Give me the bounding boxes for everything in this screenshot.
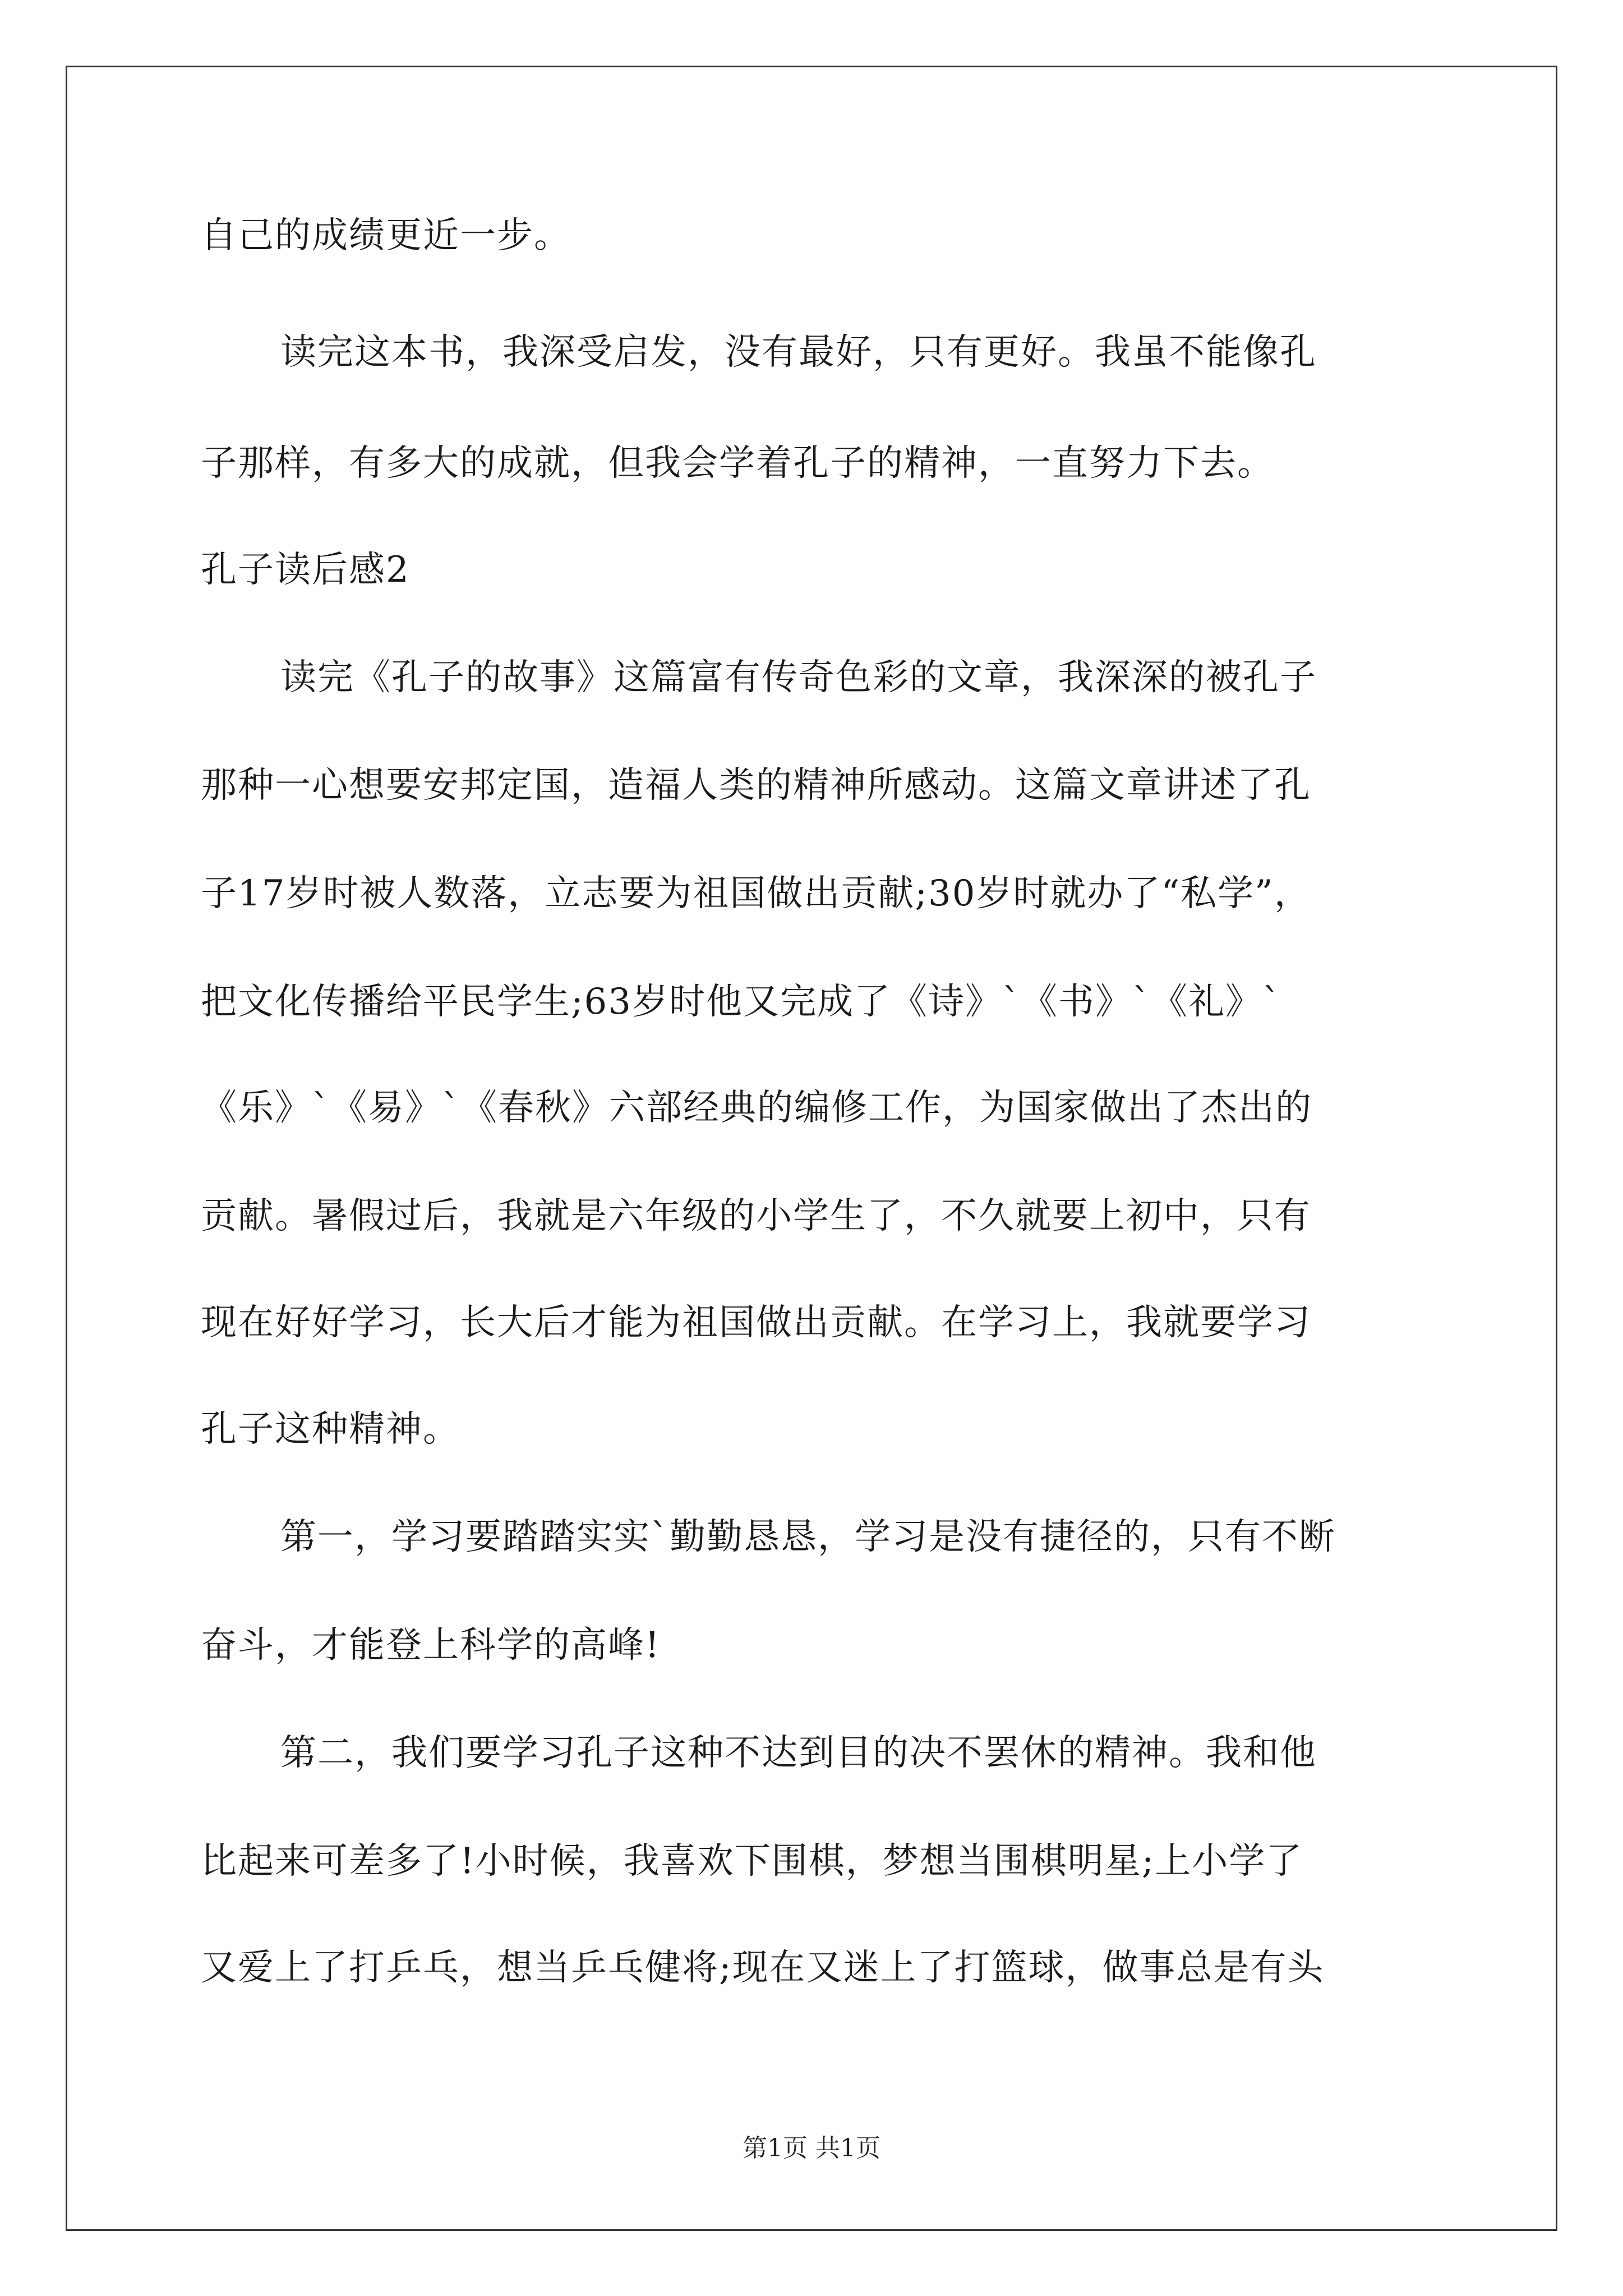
text-line: 现在好好学习，长大后才能为祖国做出贡献。在学习上，我就要学习: [201, 1302, 1311, 1343]
page-frame: [66, 66, 1557, 2231]
text-line: 把文化传播给平民学生;63岁时他又完成了《诗》`《书》`《礼》`: [201, 981, 1281, 1023]
text-line: 又爱上了打乒乓，想当乒乓健将;现在又迷上了打篮球，做事总是有头: [201, 1947, 1325, 1989]
page-footer: 第1页 共1页: [743, 2134, 880, 2162]
text-line: 那种一心想要安邦定国，造福人类的精神所感动。这篇文章讲述了孔: [201, 765, 1311, 806]
text-line: 子那样，有多大的成就，但我会学着孔子的精神，一直努力下去。: [201, 443, 1274, 484]
text-line: 读完这本书，我深受启发，没有最好，只有更好。我虽不能像孔: [280, 332, 1317, 373]
section-heading: 孔子读后感2: [201, 549, 410, 591]
text-line: 《乐》`《易》`《春秋》六部经典的编修工作，为国家做出了杰出的: [201, 1087, 1312, 1129]
text-line: 子17岁时被人数落，立志要为祖国做出贡献;30岁时就办了“私学”，: [201, 873, 1311, 914]
text-line: 第一，学习要踏踏实实`勤勤恳恳，学习是没有捷径的，只有不断: [280, 1516, 1336, 1558]
text-line: 比起来可差多了!小时候，我喜欢下围棋，梦想当围棋明星;上小学了: [201, 1841, 1303, 1882]
text-line: 第二，我们要学习孔子这种不达到目的决不罢休的精神。我和他: [280, 1732, 1317, 1774]
text-line: 贡献。暑假过后，我就是六年级的小学生了，不久就要上初中，只有: [201, 1195, 1311, 1237]
text-line: 读完《孔子的故事》这篇富有传奇色彩的文章，我深深的被孔子: [280, 657, 1317, 698]
text-line: 自己的成绩更近一步。: [201, 215, 571, 256]
text-line: 孔子这种精神。: [201, 1409, 460, 1450]
text-line: 奋斗，才能登上科学的高峰!: [201, 1625, 661, 1666]
